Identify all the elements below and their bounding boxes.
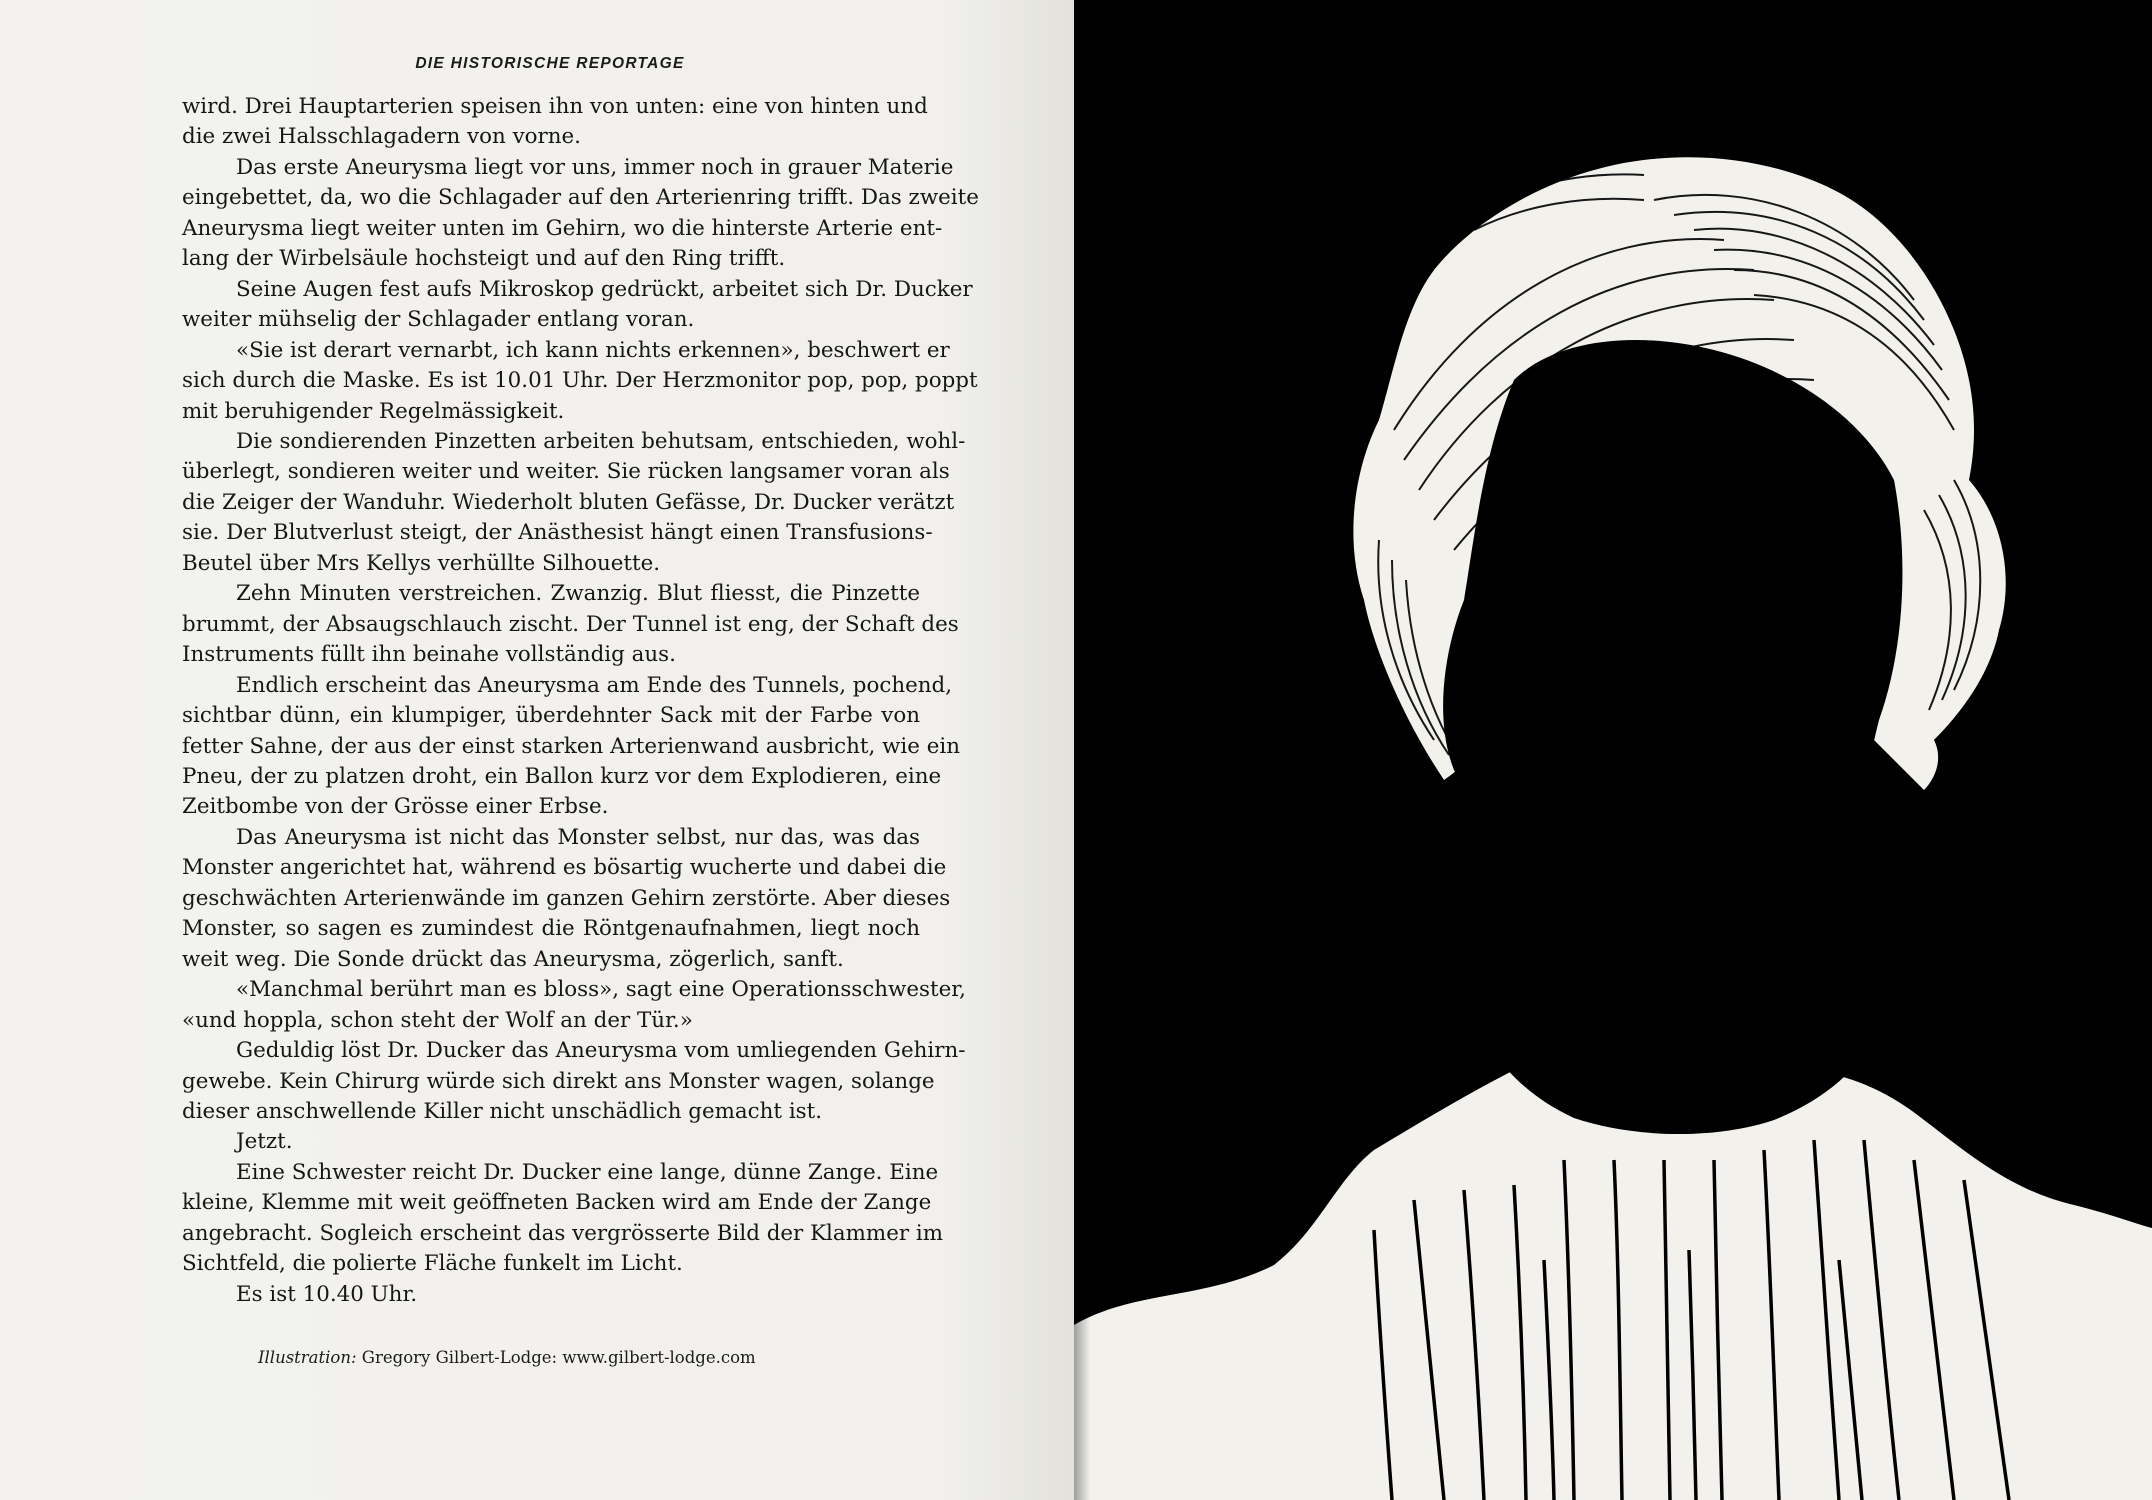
text-line: Seine Augen fest aufs Mikroskop gedrückt, arbeitet sich Dr. Ducker bbox=[236, 276, 973, 302]
blouse-shape bbox=[1074, 1065, 2152, 1500]
text-line: Das erste Aneurysma liegt vor uns, immer noch in grauer Materie bbox=[236, 154, 954, 180]
text-line: gewebe. Kein Chirurg würde sich direkt ans Monster wagen, solange bbox=[182, 1068, 935, 1094]
text-line: mit beruhigender Regelmässigkeit. bbox=[182, 398, 565, 424]
text-line: Es ist 10.40 Uhr. bbox=[236, 1281, 418, 1307]
text-line: wird. Drei Hauptarterien speisen ihn von unten: eine von hinten und bbox=[182, 94, 928, 119]
text-line: Eine Schwester reicht Dr. Ducker eine lange, dünne Zange. Eine bbox=[236, 1159, 939, 1185]
text-line: Aneurysma liegt weiter unten im Gehirn, wo die hinterste Arterie ent- bbox=[182, 215, 943, 241]
portrait-silhouette-illustration bbox=[1074, 0, 2152, 1500]
text-line: Sichtfeld, die polierte Fläche funkelt im Licht. bbox=[182, 1251, 683, 1277]
text-line: sie. Der Blutverlust steigt, der Anästhesist hängt einen Transfusions- bbox=[182, 520, 933, 546]
text-line: Monster angerichtet hat, während es bösartig wucherte und dabei die bbox=[182, 855, 947, 881]
running-head: DIE HISTORISCHE REPORTAGE bbox=[415, 55, 685, 72]
illustration-credit bbox=[258, 1348, 756, 1367]
text-line: fetter Sahne, der aus der einst starken Arterienwand ausbricht, wie ein bbox=[182, 733, 960, 759]
text-line: die zwei Halsschlagadern von vorne. bbox=[182, 124, 581, 150]
text-line: Monster, so sagen es zumindest die Röntgenaufnahmen, liegt noch bbox=[182, 916, 920, 942]
text-line: die Zeiger der Wanduhr. Wiederholt bluten Gefässe, Dr. Ducker verätzt bbox=[182, 489, 955, 515]
text-line: «Manchmal berührt man es bloss», sagt eine Operationsschwester, bbox=[236, 977, 966, 1003]
text-line: dieser anschwellende Killer nicht unschädlich gemacht ist. bbox=[182, 1098, 823, 1124]
text-line: Instruments füllt ihn beinahe vollständig aus. bbox=[182, 642, 676, 668]
text-line: «und hoppla, schon steht der Wolf an der Tür.» bbox=[182, 1007, 693, 1033]
text-line: brummt, der Absaugschlauch zischt. Der Tunnel ist eng, der Schaft des bbox=[182, 611, 959, 637]
text-line: Die sondierenden Pinzetten arbeiten behutsam, entschieden, wohl- bbox=[236, 428, 966, 454]
text-line: Pneu, der zu platzen droht, ein Ballon kurz vor dem Explodieren, eine bbox=[182, 763, 942, 789]
text-line: weit weg. Die Sonde drückt das Aneurysma, zögerlich, sanft. bbox=[182, 946, 844, 972]
illustration-page bbox=[1074, 0, 2152, 1500]
text-line: weiter mühselig der Schlagader entlang voran. bbox=[182, 307, 695, 333]
text-line: geschwächten Arterienwände im ganzen Gehirn zerstörte. Aber dieses bbox=[182, 885, 951, 911]
text-line: «Sie ist derart vernarbt, ich kann nichts erkennen», beschwert er bbox=[236, 337, 950, 363]
credit-label: Illustration: bbox=[258, 1348, 357, 1367]
text-line: eingebettet, da, wo die Schlagader auf den Arterienring trifft. Das zweite bbox=[182, 185, 979, 211]
text-line: angebracht. Sogleich erscheint das vergrösserte Bild der Klammer im bbox=[182, 1220, 944, 1246]
text-line: Geduldig löst Dr. Ducker das Aneurysma vom umliegenden Gehirn- bbox=[236, 1038, 966, 1064]
text-line: Zeitbombe von der Grösse einer Erbse. bbox=[182, 794, 609, 820]
text-line: sichtbar dünn, ein klumpiger, überdehnter Sack mit der Farbe von bbox=[182, 703, 920, 729]
text-line: lang der Wirbelsäule hochsteigt und auf den Ring trifft. bbox=[182, 246, 786, 272]
spine-shadow bbox=[1074, 0, 1090, 1500]
text-line: sich durch die Maske. Es ist 10.01 Uhr. Der Herzmonitor pop, pop, poppt bbox=[182, 368, 978, 394]
text-line: Zehn Minuten verstreichen. Zwanzig. Blut fliesst, die Pinzette bbox=[236, 581, 920, 607]
credit-text: Gregory Gilbert-Lodge: www.gilbert-lodge.com bbox=[356, 1348, 756, 1367]
text-line: kleine, Klemme mit weit geöffneten Backen wird am Ende der Zange bbox=[182, 1190, 932, 1216]
text-line: Beutel über Mrs Kellys verhüllte Silhouette. bbox=[182, 550, 661, 576]
text-line: Endlich erscheint das Aneurysma am Ende des Tunnels, pochend, bbox=[236, 672, 953, 698]
text-line: überlegt, sondieren weiter und weiter. Sie rücken langsamer voran als bbox=[182, 459, 950, 485]
article-body bbox=[182, 92, 979, 1310]
text-line: Jetzt. bbox=[236, 1129, 293, 1155]
face-silhouette bbox=[1443, 340, 1902, 1013]
text-line: Das Aneurysma ist nicht das Monster selbst, nur das, was das bbox=[236, 824, 920, 850]
